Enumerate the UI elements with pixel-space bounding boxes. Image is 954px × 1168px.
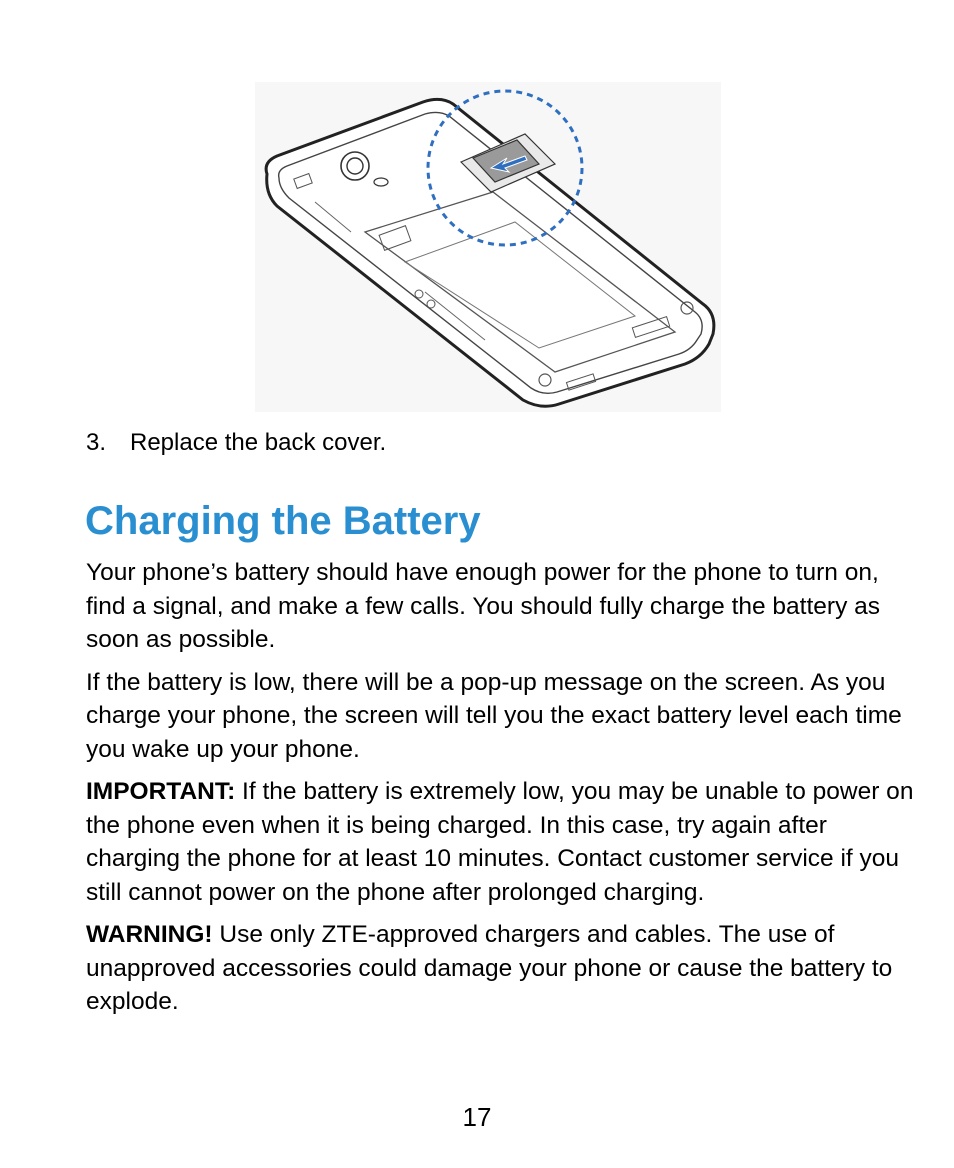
section-title: Charging the Battery (85, 499, 481, 543)
page-number: 17 (462, 1102, 492, 1132)
phone-back-sim-card-insertion-icon (255, 82, 721, 412)
paragraph-low-battery: If the battery is low, there will be a pop-up message on the screen. As you charge your phone, the screen will tell you the exact battery level each time you wake up your phone. (86, 668, 902, 763)
important-text: If the battery is extremely low, you may be unable to power on the phone even when it is being charged. In this case, try again after charging the phone for at least 10 minutes. Contact customer service if you still cannot power on the phone after prolonged charging. (86, 778, 914, 906)
phone-sim-illustration (255, 82, 721, 412)
paragraph-warning (86, 918, 916, 1019)
paragraph-battery-power: Your phone’s battery should have enough power for the phone to turn on, find a signal, and make a few calls. You should fully charge the battery as soon as possible. (86, 559, 881, 653)
step-3 (86, 428, 386, 458)
warning-label: WARNING! (86, 921, 213, 948)
step-text: Replace the back cover. (130, 429, 387, 456)
step-number: 3. (86, 429, 107, 456)
section-body (86, 556, 916, 1028)
important-label: IMPORTANT: (86, 778, 236, 805)
warning-text: Use only ZTE-approved chargers and cables. The use of unapproved accessories could damage your phone or cause the battery to explode. (86, 921, 893, 1015)
paragraph-important (86, 775, 916, 909)
